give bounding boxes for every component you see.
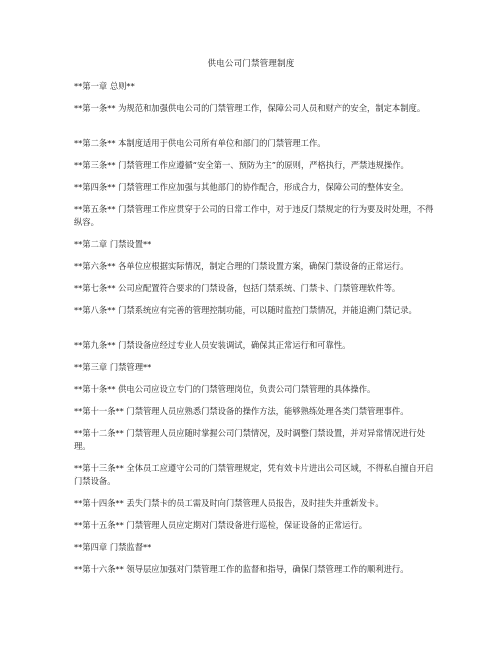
article-paragraph: **第九条** 门禁设备应经过专业人员安装调试，确保其正常运行和可靠性。	[74, 340, 351, 350]
chapter-heading: **第四章 门禁监督**	[74, 542, 152, 552]
article-paragraph: **第十六条** 领导层应加强对门禁管理工作的监督和指导，确保门禁管理工作的顺利进行。	[74, 564, 409, 574]
article-paragraph: **第六条** 各单位应根据实际情况，制定合理的门禁设置方案，确保门禁设备的正常运行。	[74, 261, 409, 271]
article-paragraph: **第四条** 门禁管理工作应加强与其他部门的协作配合，形成合力，保障公司的整体安全。	[74, 182, 409, 192]
article-paragraph: **第八条** 门禁系统应有完善的管理控制功能，可以随时监控门禁情况，并能追溯门禁记录。	[74, 305, 417, 315]
chapter-heading: **第一章 总则**	[74, 81, 135, 91]
chapter-heading: **第三章 门禁管理**	[74, 362, 152, 372]
article-paragraph: **第二条** 本制度适用于供电公司所有单位和部门的门禁管理工作。	[74, 138, 326, 148]
article-paragraph: **第一条** 为规范和加强供电公司的门禁管理工作，保障公司人员和财产的安全，制定本制度。	[74, 103, 426, 113]
article-paragraph: **第十一条** 门禁管理人员应熟悉门禁设备的操作方法，能够熟练处理各类门禁管理事件。	[74, 406, 409, 416]
article-paragraph: **第五条** 门禁管理工作应贯穿于公司的日常工作中，对于违反门禁规定的行为要及时处理，不得纵容。	[74, 204, 434, 227]
article-paragraph: **第七条** 公司应配置符合要求的门禁设备，包括门禁系统、门禁卡、门禁管理软件等。	[74, 283, 401, 293]
article-paragraph: **第十条** 供电公司应设立专门的门禁管理岗位，负责公司门禁管理的具体操作。	[74, 384, 376, 394]
document-title: 供电公司门禁管理制度	[207, 59, 295, 69]
article-paragraph: **第十五条** 门禁管理人员应定期对门禁设备进行巡检，保证设备的正常运行。	[74, 520, 368, 530]
article-paragraph: **第十三条** 全体员工应遵守公司的门禁管理规定，凭有效卡片进出公司区域，不得私自擅自开启门禁设备。	[74, 463, 434, 486]
chapter-heading: **第二章 门禁设置**	[74, 239, 152, 249]
article-paragraph: **第十四条** 丢失门禁卡的员工需及时向门禁管理人员报告，及时挂失并重新发卡。	[74, 498, 384, 508]
article-paragraph: **第十二条** 门禁管理人员应随时掌握公司门禁情况，及时调整门禁设置，并对异常情况进行处理。	[74, 428, 426, 451]
article-paragraph: **第三条** 门禁管理工作应遵循“安全第一、预防为主”的原则，严格执行，严禁违规操作。	[74, 160, 409, 170]
